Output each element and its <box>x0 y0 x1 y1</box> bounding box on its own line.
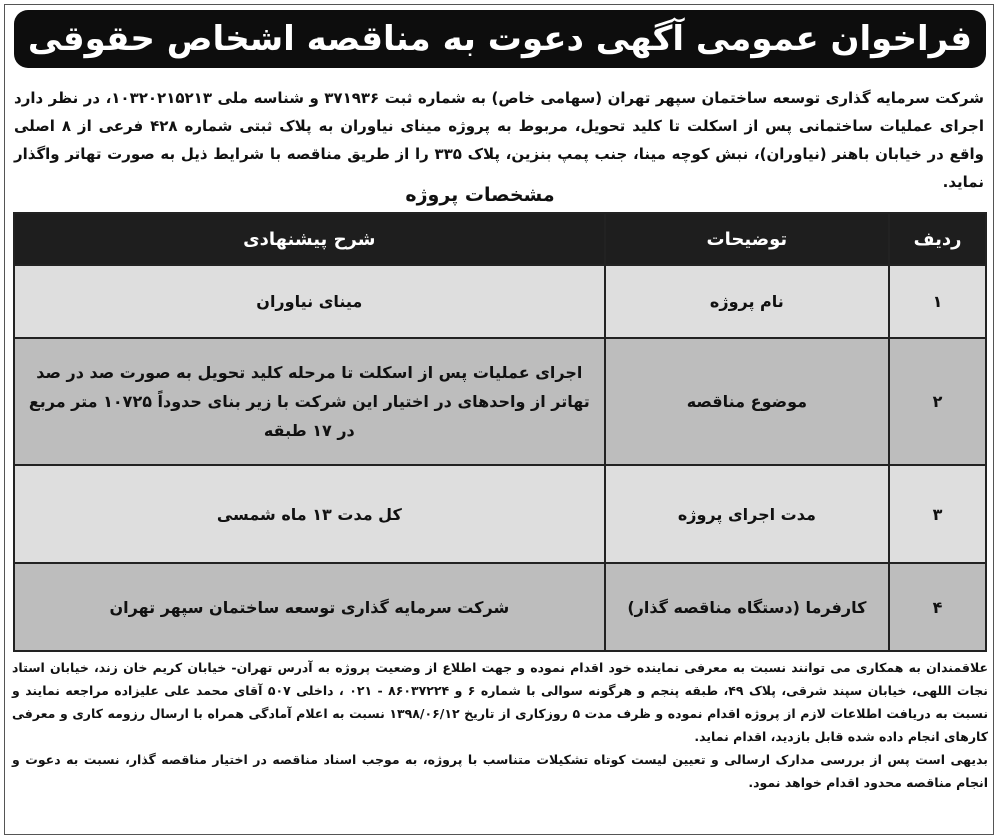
header-proposal: شرح پیشنهادی <box>14 213 605 265</box>
row-number: ۱ <box>889 265 986 338</box>
row-number: ۳ <box>889 465 986 563</box>
table-row <box>14 563 986 651</box>
ad-title: فراخوان عمومی آگهی دعوت به مناقصه اشخاص حقوقی <box>14 10 986 68</box>
table-row <box>14 265 986 338</box>
row-number: ۲ <box>889 338 986 465</box>
table-header-row <box>14 213 986 265</box>
header-description: توضیحات <box>605 213 889 265</box>
row-label: موضوع مناقصه <box>605 338 889 465</box>
row-value: کل مدت ۱۳ ماه شمسی <box>14 465 605 563</box>
row-value: اجرای عملیات پس از اسکلت تا مرحله کلید تحویل به صورت صد در صد تهاتر از واحدهای در اختیار این شرکت با زیر بنای حدوداً ۱۰۷۲۵ متر مربع در ۱۷ طبقه <box>14 338 605 465</box>
row-label: کارفرما (دستگاه مناقصه گذار) <box>605 563 889 651</box>
row-value: مینای نیاوران <box>14 265 605 338</box>
row-label: مدت اجرای پروژه <box>605 465 889 563</box>
intro-paragraph: شرکت سرمایه گذاری توسعه ساختمان سپهر تهران (سهامی خاص) به شماره ثبت ۳۷۱۹۳۶ و شناسه ملی ۱۰۳۲۰۲۱۵۲۱۳، در نظر دارد اجرای عملیات ساختمانی پس از اسکلت تا کلید تحویل، مربوط به پروژه مینای نیاوران به پلاک ثبتی شماره ۴۲۸ فرعی از ۸ اصلی واقع در خیابان باهنر (نیاوران)، نبش کوچه مینا، جنب پمپ بنزین، پلاک ۳۳۵ را از طریق مناقصه با شرایط ذیل به صورت تهاتر واگذار نماید. <box>14 89 984 191</box>
footer-paragraph-contact: علاقمندان به همکاری می توانند نسبت به معرفی نماینده خود اقدام نموده و جهت اطلاع از وضعیت پروژه به آدرس تهران- خیابان کریم خان زند، خیابان استاد نجات اللهی، خیابان سپند شرقی، پلاک ۴۹، طبقه پنجم و هرگونه سوالی با شماره ۶ و ۸۶۰۳۷۲۲۴ - ۰۲۱ ، داخلی ۵۰۷ آقای محمد علی علیزاده مراجعه نمایند و نسبت به دریافت اطلاعات لازم از پروژه اقدام نموده و ظرف مدت ۵ روزکاری از تاریخ ۱۳۹۸/۰۶/۱۲ نسبت به اعلام آمادگی همراه با ارسال رزومه کاری و معرفی کارهای انجام داده شده قابل بازدید، اقدام نماید. <box>12 660 989 744</box>
row-label: نام پروژه <box>605 265 889 338</box>
table-row <box>14 465 986 563</box>
row-value: شرکت سرمایه گذاری توسعه ساختمان سپهر تهران <box>14 563 605 651</box>
row-number: ۴ <box>889 563 986 651</box>
header-row-number: ردیف <box>889 213 986 265</box>
project-spec-table <box>13 212 987 652</box>
footer-paragraph-conditions: بدیهی است پس از بررسی مدارک ارسالی و تعیین لیست کوتاه تشکیلات متناسب با پروژه، به موجب اسناد مناقصه در اختیار مناقصه گذار، نسبت به دعوت و انجام مناقصه محدود اقدام خواهد نمود. <box>12 752 988 790</box>
section-title: مشخصات پروژه <box>405 184 555 206</box>
table-row <box>14 338 986 465</box>
footer-text <box>12 656 988 794</box>
